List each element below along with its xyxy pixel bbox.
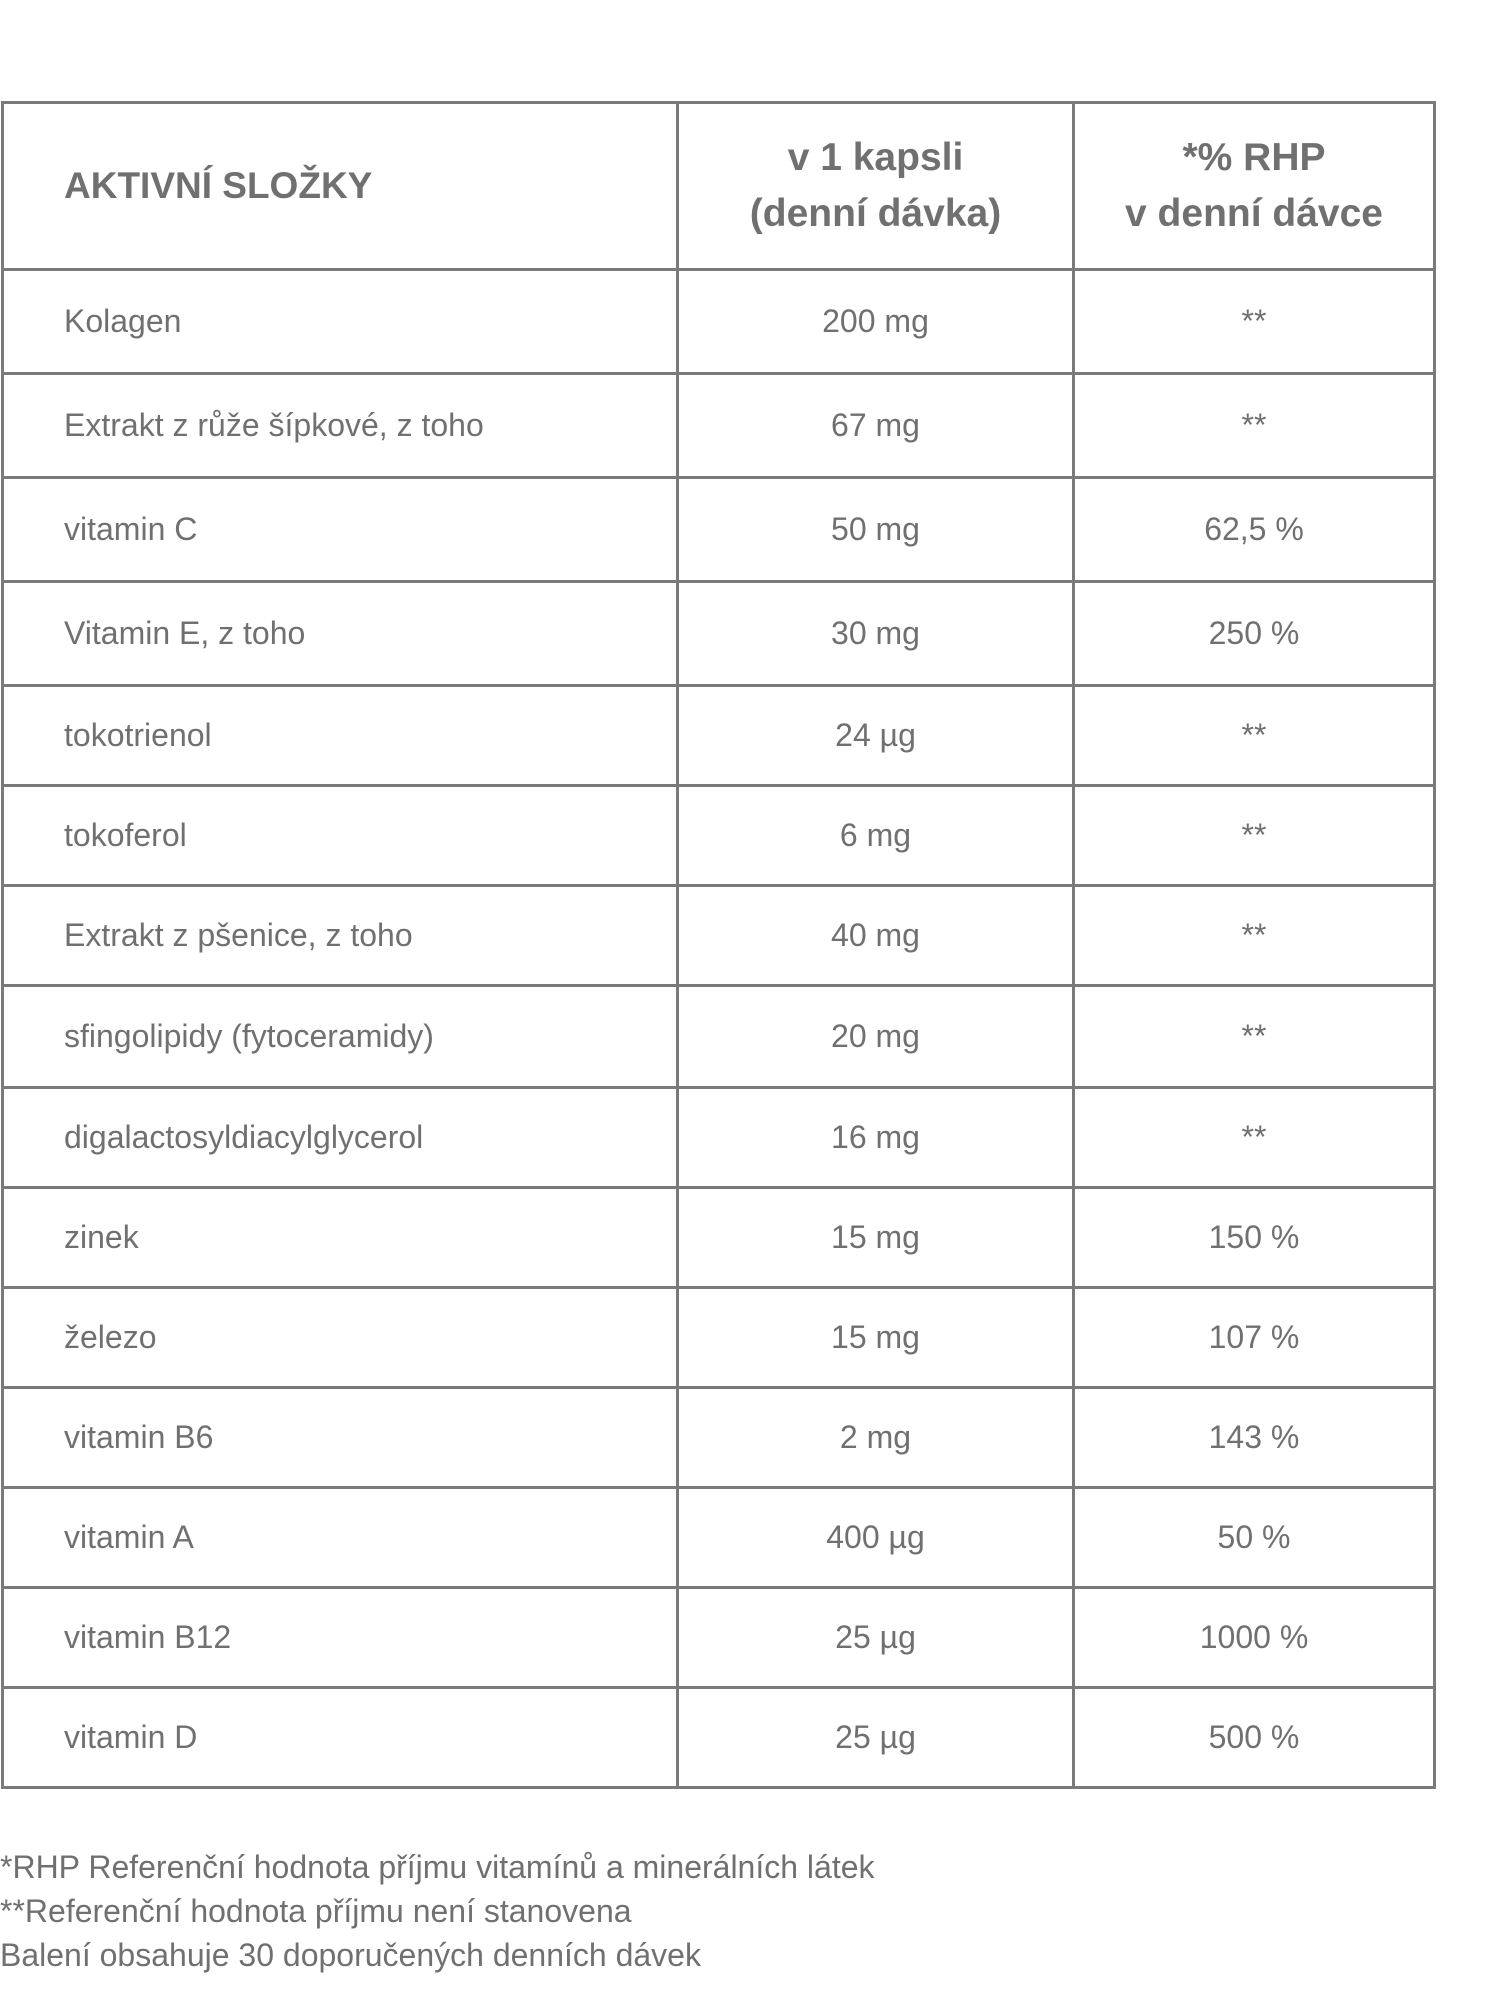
header-per-capsule-line2: (denní dávka) (749, 192, 1002, 235)
ingredient-rhp: ** (1074, 270, 1435, 374)
ingredient-name: tokotrienol (3, 686, 678, 786)
header-per-capsule (678, 103, 1074, 270)
header-rhp-line2: v denní dávce (1125, 192, 1383, 235)
ingredient-rhp: ** (1074, 1088, 1435, 1188)
ingredient-rhp: 50 % (1074, 1488, 1435, 1588)
ingredient-name: vitamin B12 (3, 1588, 678, 1688)
header-rhp (1074, 103, 1435, 270)
ingredient-name: vitamin B6 (3, 1388, 678, 1488)
ingredient-amount: 50 mg (678, 478, 1074, 582)
table-row (3, 886, 1435, 986)
table-row (3, 1688, 1435, 1788)
nutrition-table-container (1, 101, 1433, 1789)
ingredient-name: vitamin A (3, 1488, 678, 1588)
ingredient-rhp: 143 % (1074, 1388, 1435, 1488)
nutrition-table (1, 101, 1436, 1789)
table-row (3, 582, 1435, 686)
ingredient-name: vitamin D (3, 1688, 678, 1788)
ingredient-name: digalactosyldiacylglycerol (3, 1088, 678, 1188)
ingredient-rhp: ** (1074, 374, 1435, 478)
ingredient-amount: 6 mg (678, 786, 1074, 886)
ingredient-rhp: 500 % (1074, 1688, 1435, 1788)
table-body (3, 270, 1435, 1788)
ingredient-amount: 2 mg (678, 1388, 1074, 1488)
ingredient-rhp: ** (1074, 686, 1435, 786)
footnotes (0, 1845, 875, 1977)
table-row (3, 1488, 1435, 1588)
table-row (3, 686, 1435, 786)
ingredient-name: Extrakt z růže šípkové, z toho (3, 374, 678, 478)
header-per-capsule-line1: v 1 kapsli (787, 136, 964, 179)
table-row (3, 1088, 1435, 1188)
ingredient-rhp: ** (1074, 786, 1435, 886)
ingredient-amount: 400 µg (678, 1488, 1074, 1588)
table-row (3, 1588, 1435, 1688)
ingredient-rhp: 1000 % (1074, 1588, 1435, 1688)
table-row (3, 1388, 1435, 1488)
table-row (3, 1188, 1435, 1288)
ingredient-amount: 25 µg (678, 1588, 1074, 1688)
header-rhp-line1: *% RHP (1182, 136, 1326, 179)
ingredient-name: zinek (3, 1188, 678, 1288)
table-row (3, 478, 1435, 582)
ingredient-amount: 15 mg (678, 1288, 1074, 1388)
table-row (3, 374, 1435, 478)
ingredient-amount: 24 µg (678, 686, 1074, 786)
ingredient-amount: 30 mg (678, 582, 1074, 686)
table-header-row (3, 103, 1435, 270)
header-active-ingredients: AKTIVNÍ SLOŽKY (3, 103, 678, 270)
ingredient-name: Vitamin E, z toho (3, 582, 678, 686)
ingredient-amount: 40 mg (678, 886, 1074, 986)
ingredient-name: železo (3, 1288, 678, 1388)
ingredient-name: Extrakt z pšenice, z toho (3, 886, 678, 986)
footnote-package-contents: Balení obsahuje 30 doporučených denních dávek (0, 1937, 701, 1973)
ingredient-amount: 16 mg (678, 1088, 1074, 1188)
ingredient-rhp: ** (1074, 986, 1435, 1088)
ingredient-amount: 20 mg (678, 986, 1074, 1088)
ingredient-name: Kolagen (3, 270, 678, 374)
ingredient-amount: 15 mg (678, 1188, 1074, 1288)
ingredient-rhp: 62,5 % (1074, 478, 1435, 582)
footnote-not-established: **Referenční hodnota příjmu není stanovena (0, 1893, 632, 1929)
ingredient-name: vitamin C (3, 478, 678, 582)
ingredient-name: sfingolipidy (fytoceramidy) (3, 986, 678, 1088)
ingredient-rhp: 150 % (1074, 1188, 1435, 1288)
ingredient-name: tokoferol (3, 786, 678, 886)
ingredient-amount: 200 mg (678, 270, 1074, 374)
table-row (3, 1288, 1435, 1388)
table-row (3, 270, 1435, 374)
ingredient-amount: 25 µg (678, 1688, 1074, 1788)
ingredient-rhp: 250 % (1074, 582, 1435, 686)
table-row (3, 986, 1435, 1088)
ingredient-rhp: 107 % (1074, 1288, 1435, 1388)
footnote-rhp-definition: *RHP Referenční hodnota příjmu vitamínů a minerálních látek (0, 1849, 875, 1885)
ingredient-rhp: ** (1074, 886, 1435, 986)
ingredient-amount: 67 mg (678, 374, 1074, 478)
table-row (3, 786, 1435, 886)
